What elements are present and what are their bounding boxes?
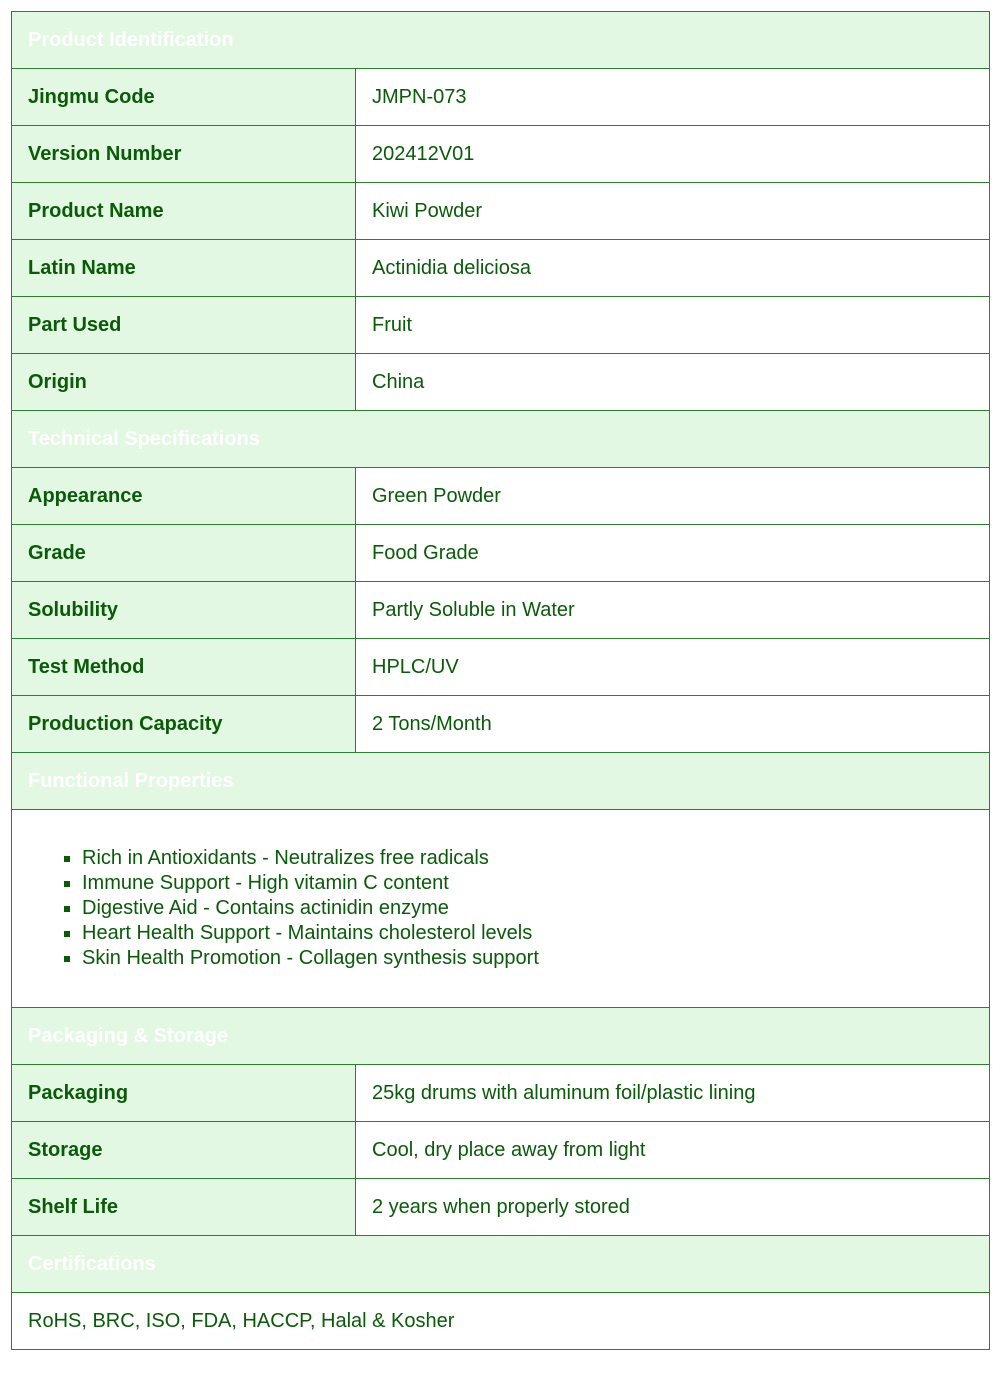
functional-properties-row xyxy=(12,810,990,1008)
spec-value: Green Powder xyxy=(356,468,990,525)
spec-label: Test Method xyxy=(12,639,356,696)
list-item: ▪ Digestive Aid - Contains actinidin enzyme xyxy=(82,896,973,921)
spec-label: Origin xyxy=(12,354,356,411)
spec-row xyxy=(12,240,990,297)
spec-row xyxy=(12,468,990,525)
list-item: ▪ Immune Support - High vitamin C content xyxy=(82,871,973,896)
spec-row xyxy=(12,297,990,354)
section-header-technical xyxy=(12,411,990,468)
spec-row xyxy=(12,354,990,411)
list-item: ▪ Rich in Antioxidants - Neutralizes free radicals xyxy=(82,846,973,871)
spec-value: Actinidia deliciosa xyxy=(356,240,990,297)
functional-properties-list xyxy=(28,846,973,971)
spec-label: Shelf Life xyxy=(12,1179,356,1236)
spec-value: Partly Soluble in Water xyxy=(356,582,990,639)
section-header-certifications xyxy=(12,1236,990,1293)
spec-row xyxy=(12,69,990,126)
spec-label: Storage xyxy=(12,1122,356,1179)
spec-label: Latin Name xyxy=(12,240,356,297)
product-spec-table xyxy=(11,11,990,1350)
spec-row xyxy=(12,582,990,639)
functional-properties-cell xyxy=(12,810,990,1008)
spec-value: Cool, dry place away from light xyxy=(356,1122,990,1179)
spec-label: Packaging xyxy=(12,1065,356,1122)
spec-value: Fruit xyxy=(356,297,990,354)
spec-row xyxy=(12,1179,990,1236)
spec-row xyxy=(12,696,990,753)
certifications-text: RoHS, BRC, ISO, FDA, HACCP, Halal & Kosher xyxy=(12,1293,990,1350)
spec-value: 25kg drums with aluminum foil/plastic lining xyxy=(356,1065,990,1122)
spec-label: Jingmu Code xyxy=(12,69,356,126)
section-title: Technical Specifications xyxy=(12,411,990,468)
spec-value: China xyxy=(356,354,990,411)
spec-label: Solubility xyxy=(12,582,356,639)
spec-row xyxy=(12,1065,990,1122)
spec-value: HPLC/UV xyxy=(356,639,990,696)
spec-value: Kiwi Powder xyxy=(356,183,990,240)
spec-row xyxy=(12,525,990,582)
spec-value: Food Grade xyxy=(356,525,990,582)
spec-row xyxy=(12,639,990,696)
spec-value: 2 years when properly stored xyxy=(356,1179,990,1236)
section-header-packaging xyxy=(12,1008,990,1065)
section-title: Functional Properties xyxy=(12,753,990,810)
section-title: Product Identification xyxy=(12,12,990,69)
spec-value: 202412V01 xyxy=(356,126,990,183)
spec-row xyxy=(12,1122,990,1179)
spec-label: Grade xyxy=(12,525,356,582)
section-header-identification xyxy=(12,12,990,69)
list-item: ▪ Skin Health Promotion - Collagen synthesis support xyxy=(82,946,973,971)
section-title: Certifications xyxy=(12,1236,990,1293)
spec-label: Production Capacity xyxy=(12,696,356,753)
spec-value: 2 Tons/Month xyxy=(356,696,990,753)
section-header-functional xyxy=(12,753,990,810)
spec-label: Product Name xyxy=(12,183,356,240)
certifications-row xyxy=(12,1293,990,1350)
spec-value: JMPN-073 xyxy=(356,69,990,126)
section-title: Packaging & Storage xyxy=(12,1008,990,1065)
list-item: ▪ Heart Health Support - Maintains cholesterol levels xyxy=(82,921,973,946)
spec-row xyxy=(12,126,990,183)
spec-row xyxy=(12,183,990,240)
spec-label: Appearance xyxy=(12,468,356,525)
spec-label: Version Number xyxy=(12,126,356,183)
spec-label: Part Used xyxy=(12,297,356,354)
